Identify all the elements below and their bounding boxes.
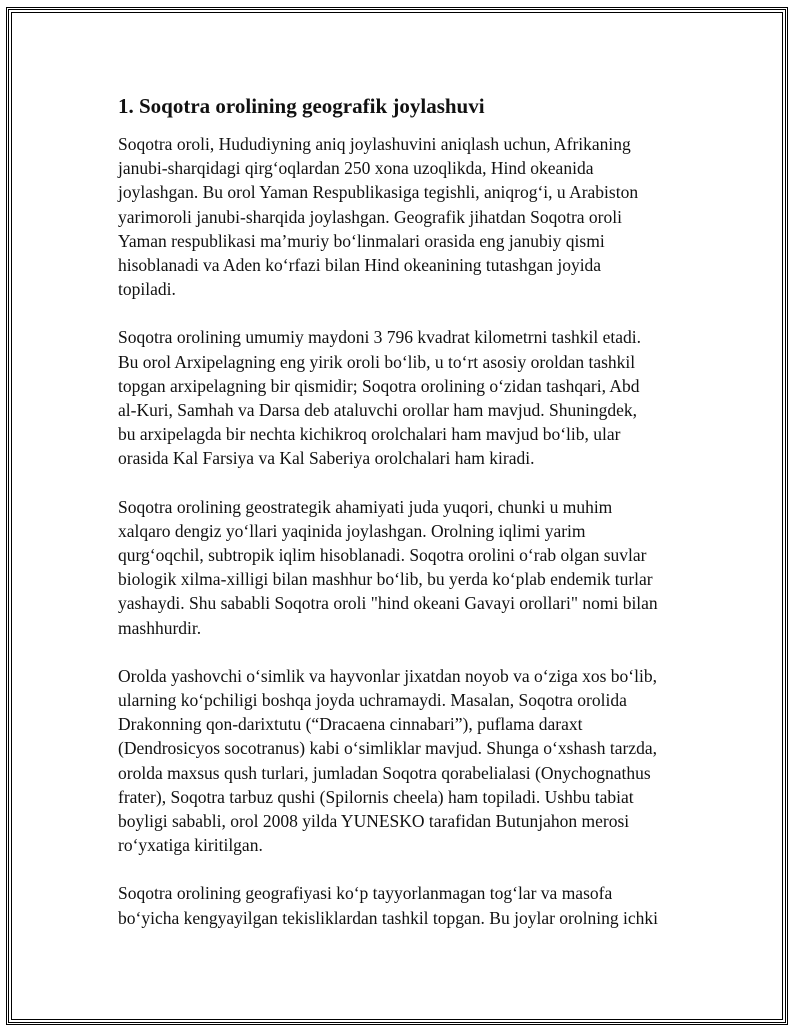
document-body	[118, 92, 698, 954]
paragraph-area: Soqotra orolining umumiy maydoni 3 796 kvadrat kilometrni tashkil etadi. Bu orol Arxipelagning eng yirik oroli bo‘lib, u to‘rt asosiy oroldan tashkil topgan arxipelagning bir qismidir; Soqotra orolining o‘zidan tashqari, Abd al-Kuri, Samhah va Darsa deb ataluvchi orollar ham mavjud. Shuningdek, bu arxipelagda bir nechta kichikroq orolchalari ham mavjud bo‘lib, ular orasida Kal Farsiya va Kal Saberiya orolchalari ham kiradi.	[118, 327, 641, 469]
paragraph-geostrategic: Soqotra orolining geostrategik ahamiyati juda yuqori, chunki u muhim xalqaro dengiz yo‘llari yaqinida joylashgan. Orolning iqlimi yarim qurg‘oqchil, subtropik iqlim hisoblanadi. Soqotra orolini o‘rab olgan suvlar biologik xilma-xilligi bilan mashhur bo‘lib, bu yerda ko‘plab endemik turlar yashaydi. Shu sababli Soqotra oroli "hind okeani Gavayi orollari" nomi bilan mashhurdir.	[118, 496, 658, 638]
paragraph-location: Soqotra oroli, Hududiyning aniq joylashuvini aniqlash uchun, Afrikaning janubi-sharqidagi qirg‘oqlardan 250 xona uzoqlikda, Hind okeanida joylashgan. Bu orol Yaman Respublikasiga tegishli, aniqrog‘i, u Arabiston yarimoroli janubi-sharqida joylashgan. Geografik jihatdan Soqotra oroli Yaman respublikasi ma’muriy bo‘linmalari orasida eng janubiy qismi hisoblanadi va Aden ko‘rfazi bilan Hind okeanining tutashgan joyida topiladi.	[118, 134, 639, 300]
paragraph-flora-fauna: Orolda yashovchi o‘simlik va hayvonlar jixatdan noyob va o‘ziga xos bo‘lib, ularning ko‘pchiligi boshqa joyda uchramaydi. Masalan, Soqotra orolida Drakonning qon-darixtutu (“Dracaena cinnabari”), puflama daraxt (Dendrosicyos socotranus) kabi o‘simliklar mavjud. Shunga o‘xshash tarzda, orolda maxsus qush turlari, jumladan Soqotra qorabelialasi (Onychognathus frater), Soqotra tarbuz qushi (Spilornis cheela) ham topiladi. Ushbu tabiat boyligi sababli, orol 2008 yilda YUNESKO tarafidan Butunjahon merosi ro‘yxatiga kiritilgan.	[118, 665, 657, 856]
paragraph-geography: Soqotra orolining geografiyasi ko‘p tayyorlanmagan tog‘lar va masofa bo‘yicha kengyayilgan tekisliklardan tashkil topgan. Bu joylar orolning ichki	[118, 883, 658, 928]
section-heading: 1. Soqotra orolining geografik joylashuvi	[118, 94, 485, 118]
